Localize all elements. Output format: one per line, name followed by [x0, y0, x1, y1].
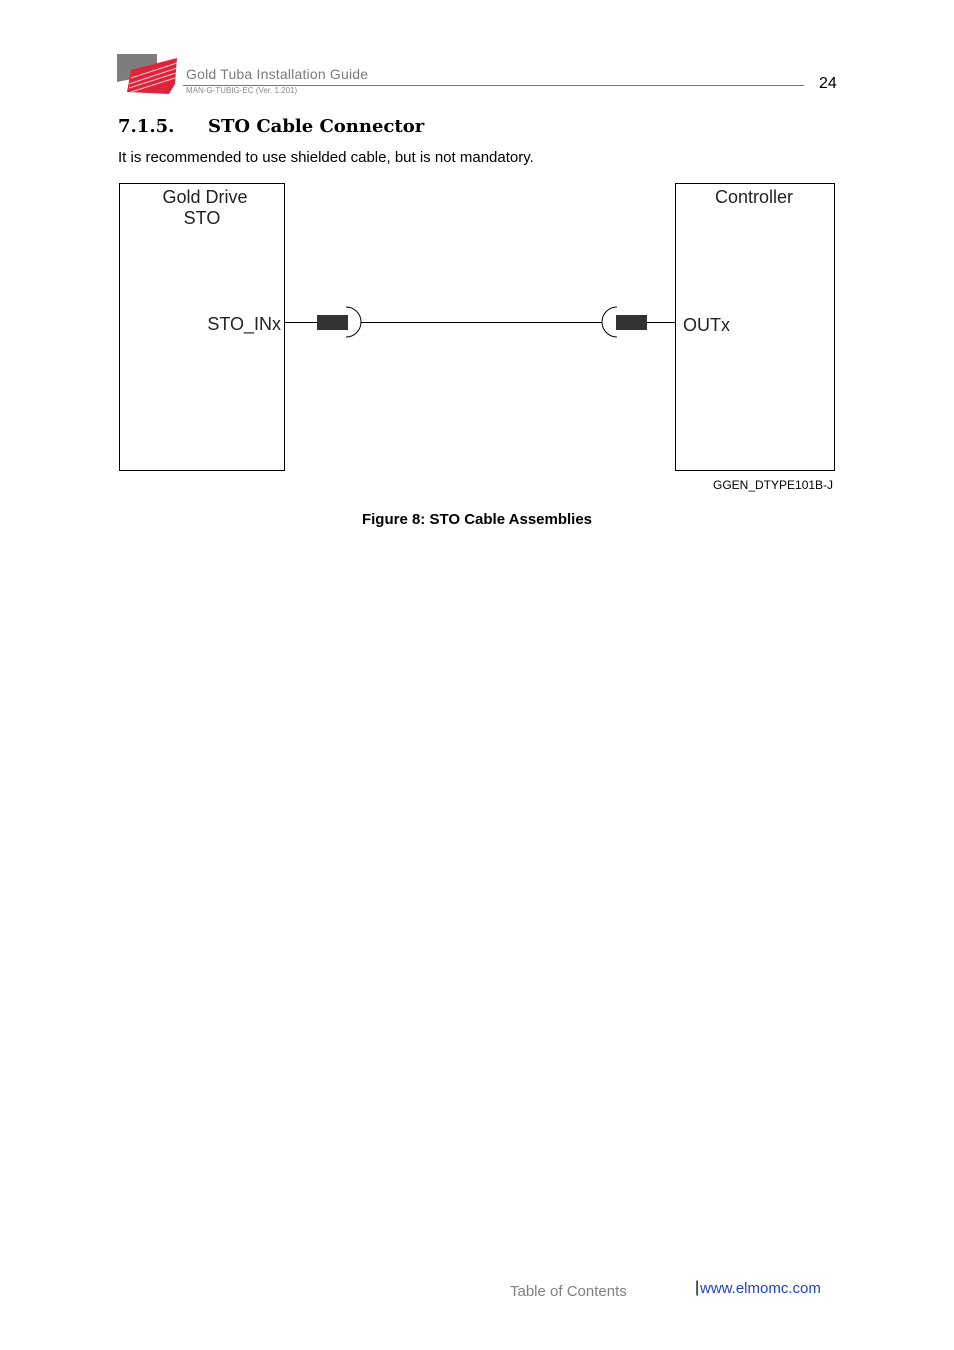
- table-of-contents-link[interactable]: Table of Contents: [510, 1283, 627, 1300]
- left-connector-shield: [346, 307, 361, 337]
- gold-drive-label: Gold Drive: [162, 187, 248, 207]
- section-title: STO Cable Connector: [208, 116, 425, 137]
- sto-inx-pin-label: STO_INx: [207, 314, 281, 334]
- sto-cable-diagram: [0, 0, 954, 560]
- document-title: Gold Tuba Installation Guide: [186, 66, 369, 82]
- right-connector-shield: [602, 307, 617, 337]
- outx-pin-label: OUTx: [683, 315, 730, 335]
- footer-separator: |: [695, 1279, 700, 1296]
- document-code: MAN-G-TUBIG-EC (Ver. 1.201): [186, 86, 298, 95]
- figure-caption: Figure 8: STO Cable Assemblies: [361, 511, 593, 528]
- page-number: 24: [819, 75, 837, 92]
- figure-code: GGEN_DTYPE101B-J: [713, 478, 834, 492]
- body-paragraph: It is recommended to use shielded cable, but is not mandatory.: [118, 149, 534, 166]
- website-link[interactable]: www.elmomc.com: [700, 1280, 821, 1297]
- left-connector-plug: [317, 315, 348, 330]
- section-number: 7.1.5.: [118, 116, 175, 137]
- gold-drive-sto-label: STO: [183, 208, 221, 228]
- controller-label: Controller: [714, 187, 794, 207]
- right-connector-plug: [616, 315, 647, 330]
